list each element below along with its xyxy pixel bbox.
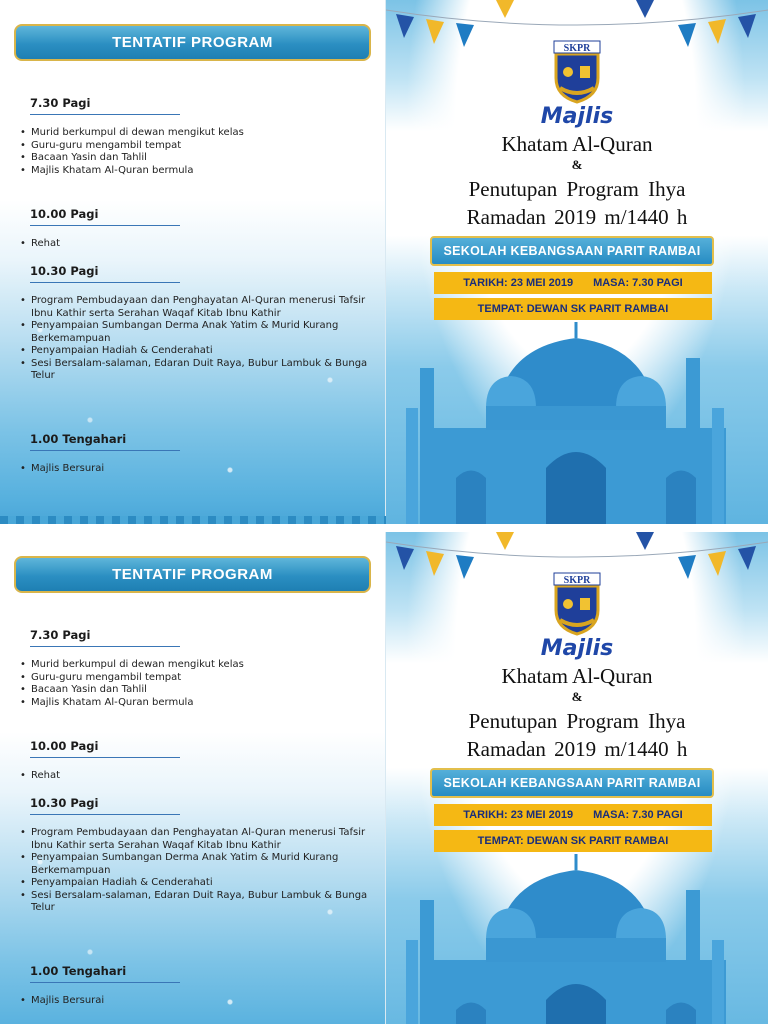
schedule-section (30, 264, 370, 383)
flyer-copy-bottom (0, 532, 768, 1024)
decorative-border (0, 516, 386, 524)
cover-page (386, 532, 768, 1024)
date-time-banner (434, 272, 712, 294)
event-title-3: Ramadan 2019 m/1440 h (466, 205, 688, 229)
crest-text: SKPR (563, 575, 591, 586)
school-name-banner: SEKOLAH KEBANGSAAN PARIT RAMBAI (430, 768, 714, 798)
section-time: 10.00 Pagi (30, 207, 180, 226)
section-time: 7.30 Pagi (30, 628, 180, 647)
section-time: 10.00 Pagi (30, 739, 180, 758)
majlis-heading: Majlis (540, 636, 614, 661)
schedule-section (30, 432, 370, 476)
list-item: • Sesi Bersalam-salaman, Edaran Duit Raya, Bubur Lambuk & Bunga Telur (20, 890, 370, 915)
list-item: • Guru-guru mengambil tempat (20, 672, 370, 685)
date-time-banner (434, 804, 712, 826)
event-title-1: Khatam Al-Quran (501, 132, 653, 156)
section-time: 1.00 Tengahari (30, 432, 180, 451)
crest-text: SKPR (563, 43, 591, 54)
list-item: • Murid berkumpul di dewan mengikut kelas (20, 659, 370, 672)
list-item: • Program Pembudayaan dan Penghayatan Al-Quran menerusi Tafsir Ibnu Kathir serta Serahan Waqaf Kitab Ibnu Kathir (20, 295, 370, 320)
cover-page (386, 0, 768, 524)
list-item: • Penyampaian Sumbangan Derma Anak Yatim & Murid Kurang Berkemampuan (20, 320, 370, 345)
schedule-section (30, 207, 370, 251)
schedule-section (30, 739, 370, 783)
venue-banner: TEMPAT: DEWAN SK PARIT RAMBAI (434, 830, 712, 852)
section-time: 10.30 Pagi (30, 796, 180, 815)
ampersand: & (571, 157, 583, 172)
event-title-1: Khatam Al-Quran (501, 664, 653, 688)
time-label: MASA: 7.30 PAGI (593, 809, 683, 821)
schedule-title: TENTATIF PROGRAM (14, 556, 371, 593)
list-item: • Rehat (20, 770, 370, 783)
list-item: • Majlis Bersurai (20, 995, 370, 1008)
list-item: • Penyampaian Hadiah & Cenderahati (20, 877, 370, 890)
schedule-page (0, 0, 386, 524)
mosque-illustration (386, 318, 768, 524)
school-name-banner: SEKOLAH KEBANGSAAN PARIT RAMBAI (430, 236, 714, 266)
section-time: 1.00 Tengahari (30, 964, 180, 983)
venue-banner: TEMPAT: DEWAN SK PARIT RAMBAI (434, 298, 712, 320)
list-item: • Majlis Bersurai (20, 463, 370, 476)
section-time: 10.30 Pagi (30, 264, 180, 283)
majlis-heading: Majlis (540, 104, 614, 129)
list-item: • Penyampaian Sumbangan Derma Anak Yatim & Murid Kurang Berkemampuan (20, 852, 370, 877)
schedule-section (30, 796, 370, 915)
list-item: • Program Pembudayaan dan Penghayatan Al-Quran menerusi Tafsir Ibnu Kathir serta Serahan Waqaf Kitab Ibnu Kathir (20, 827, 370, 852)
list-item: • Majlis Khatam Al-Quran bermula (20, 165, 370, 178)
event-title-2: Penutupan Program Ihya (468, 709, 686, 733)
schedule-section (30, 964, 370, 1008)
schedule-section (30, 628, 370, 709)
time-label: MASA: 7.30 PAGI (593, 277, 683, 289)
schedule-page (0, 532, 386, 1024)
schedule-section (30, 96, 370, 177)
date-label: TARIKH: 23 MEI 2019 (463, 809, 574, 821)
list-item: • Majlis Khatam Al-Quran bermula (20, 697, 370, 710)
list-item: • Guru-guru mengambil tempat (20, 140, 370, 153)
section-time: 7.30 Pagi (30, 96, 180, 115)
list-item: • Penyampaian Hadiah & Cenderahati (20, 345, 370, 358)
date-label: TARIKH: 23 MEI 2019 (463, 277, 574, 289)
list-item: • Bacaan Yasin dan Tahlil (20, 684, 370, 697)
list-item: • Bacaan Yasin dan Tahlil (20, 152, 370, 165)
list-item: • Rehat (20, 238, 370, 251)
event-title-3: Ramadan 2019 m/1440 h (466, 737, 688, 761)
school-crest-icon (550, 572, 604, 636)
school-crest-icon (550, 40, 604, 104)
list-item: • Sesi Bersalam-salaman, Edaran Duit Raya, Bubur Lambuk & Bunga Telur (20, 358, 370, 383)
event-title-2: Penutupan Program Ihya (468, 177, 686, 201)
mosque-illustration (386, 850, 768, 1024)
ampersand: & (571, 689, 583, 704)
list-item: • Murid berkumpul di dewan mengikut kelas (20, 127, 370, 140)
schedule-title: TENTATIF PROGRAM (14, 24, 371, 61)
